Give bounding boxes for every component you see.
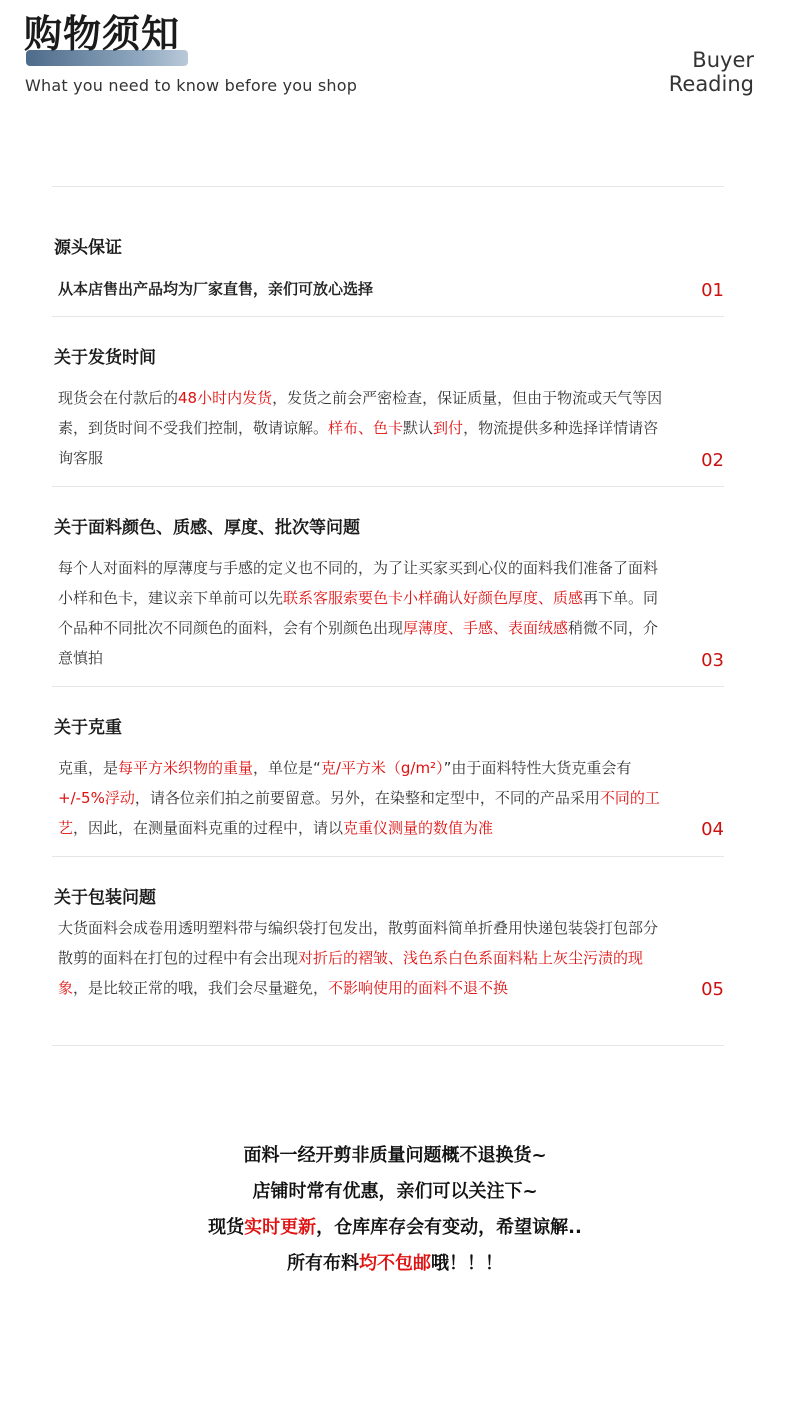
footer-line-shipping <box>0 1246 790 1282</box>
body-text: 每个人对面料的厚薄度与手感的定义也不同的，为了让买家买到心仪的面料我们准备了面料小样和色卡，建议亲下单前可以先 <box>58 559 659 607</box>
highlight-text: 到付 <box>433 419 464 437</box>
footer-text: 现货 <box>208 1217 245 1238</box>
section-body <box>58 753 670 843</box>
highlight-text: 厚薄度、手感、表面绒感 <box>403 619 569 637</box>
highlight-text: 克/平方米（g/m²） <box>320 759 444 777</box>
footer-line-no-return: 面料一经开剪非质量问题概不退换货~ <box>243 1145 547 1166</box>
highlight-text: 样布、色卡 <box>328 419 404 437</box>
footer-highlight: 实时更新 <box>244 1217 317 1238</box>
section-title: 关于克重 <box>54 718 122 738</box>
footer-text: ，仓库库存会有变动，希望谅解.. <box>316 1217 582 1238</box>
section-shipping-time <box>54 346 726 476</box>
section-body <box>58 383 670 473</box>
footer-line-follow: 店铺时常有优惠，亲们可以关注下~ <box>252 1181 538 1202</box>
section-number: 03 <box>701 650 724 671</box>
header-title-block <box>24 10 180 58</box>
page-subtitle: What you need to know before you shop <box>25 76 358 95</box>
footer-highlight: 均不包邮 <box>359 1253 431 1274</box>
section-number: 04 <box>701 819 724 840</box>
highlight-text: 48小时内发货 <box>178 389 273 407</box>
body-text: 大货面料会成卷用透明塑料带与编织袋打包发出，散剪面料简单折叠用快递包装袋打包部分散剪的面料在打包的过程中有会出现 <box>58 919 659 967</box>
section-body <box>58 274 670 304</box>
section-title: 关于包装问题 <box>54 888 156 908</box>
body-text: ，物流提供多种选择详情请咨询客服 <box>58 419 659 467</box>
section-title: 关于发货时间 <box>54 348 156 368</box>
section-number: 02 <box>701 450 724 471</box>
body-text: ，单位是“ <box>253 759 321 777</box>
section-title: 源头保证 <box>54 238 122 258</box>
body-text: 再下单。同个品种不同批次不同颜色的面料，会有个别颜色出现 <box>58 589 659 637</box>
body-text: ，发货之前会严密检查，保证质量，但由于物流或天气等因素，到货时间不受我们控制，敬请谅解。 <box>58 389 663 437</box>
section-source-guarantee <box>54 236 726 306</box>
corner-label-line1: Buyer <box>692 48 754 72</box>
footer-text: 所有布料 <box>287 1253 359 1274</box>
section-body <box>58 913 670 1003</box>
body-text: 默认 <box>403 419 434 437</box>
body-text: ，是比较正常的哦，我们会尽量避免， <box>73 979 329 997</box>
section-weight <box>54 716 726 846</box>
footer-line-stock <box>0 1210 790 1246</box>
highlight-text: 不影响使用的面料不退不换 <box>328 979 509 997</box>
corner-label <box>669 48 754 96</box>
highlight-text: 克重仪测量的数值为准 <box>343 819 494 837</box>
footer-notice <box>0 1138 790 1282</box>
body-text: ，请各位亲们拍之前要留意。另外，在染整和定型中，不同的产品采用 <box>134 789 600 807</box>
highlight-text: +/-5%浮动 <box>58 789 135 807</box>
divider <box>52 186 724 187</box>
section-packaging <box>54 886 726 1016</box>
section-fabric-quality <box>54 516 726 676</box>
highlight-text: 对折后的褶皱、浅色系白色系面料粘上灰尘污渍的现象 <box>58 949 644 997</box>
highlight-text: 联系客服索要色卡小样确认好颜色厚度、质感 <box>283 589 584 607</box>
section-body <box>58 553 670 673</box>
divider <box>52 1045 724 1046</box>
page-title: 购物须知 <box>24 12 181 56</box>
body-text: ”由于面料特性大货克重会有 <box>443 759 632 777</box>
divider <box>52 856 724 857</box>
section-number: 05 <box>701 979 724 1000</box>
section-number: 01 <box>701 280 724 301</box>
highlight-text: 不同的工艺 <box>58 789 660 837</box>
body-text: ，因此，在测量面料克重的过程中，请以 <box>73 819 344 837</box>
divider <box>52 686 724 687</box>
highlight-text: 每平方米织物的重量 <box>118 759 254 777</box>
body-text: 从本店售出产品均为厂家直售，亲们可放心选择 <box>58 280 374 298</box>
body-text: 现货会在付款后的 <box>58 389 179 407</box>
corner-label-line2: Reading <box>668 72 754 96</box>
body-text: 稍微不同，介意慎拍 <box>58 619 659 667</box>
body-text: 克重，是 <box>58 759 119 777</box>
divider <box>52 486 724 487</box>
divider <box>52 316 724 317</box>
section-title: 关于面料颜色、质感、厚度、批次等问题 <box>54 518 360 538</box>
footer-text: 哦！！！ <box>431 1253 503 1274</box>
